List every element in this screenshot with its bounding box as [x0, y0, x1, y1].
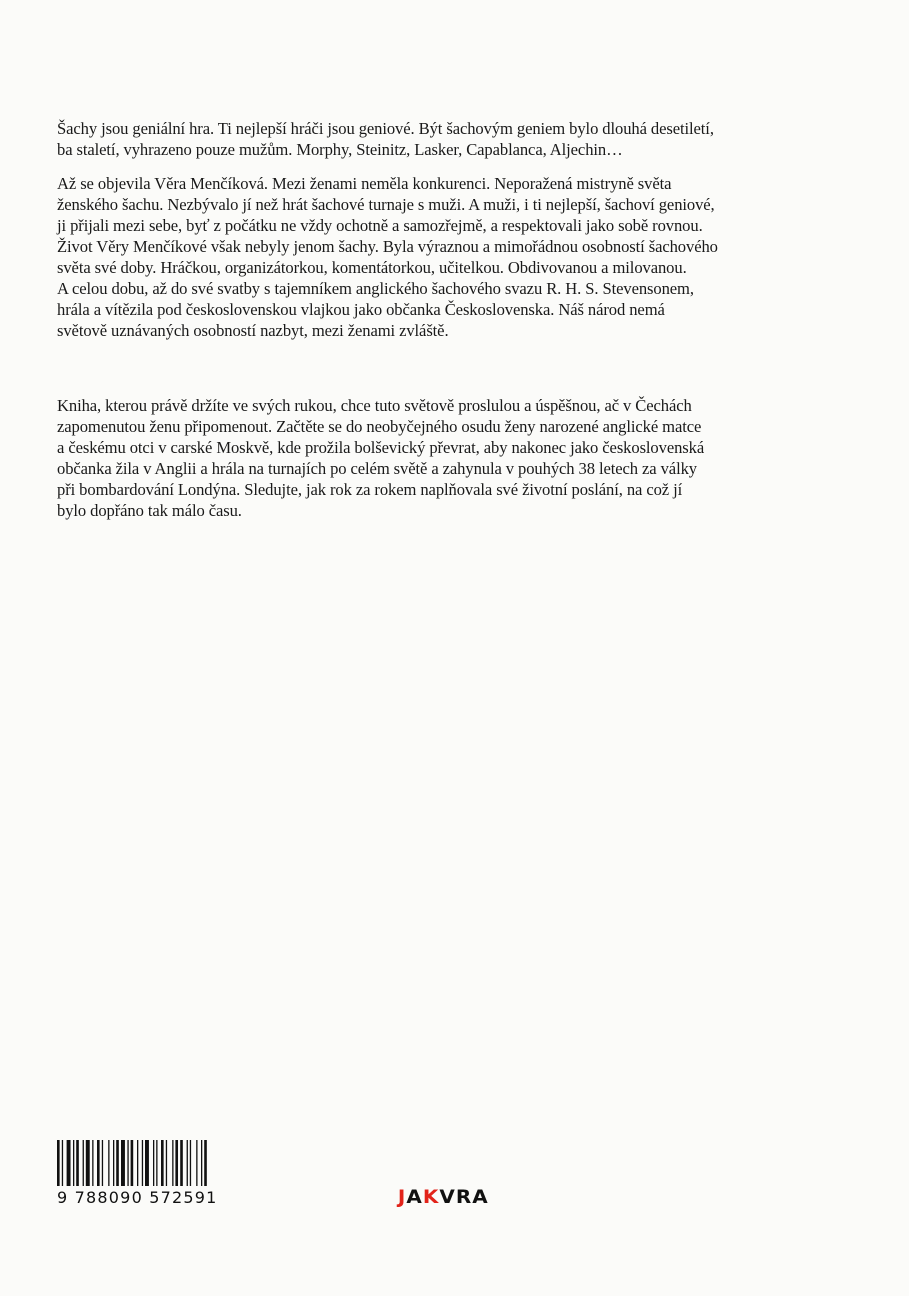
barcode: [57, 1140, 209, 1186]
barcode-bar: [97, 1140, 100, 1186]
text-line: ji přijali mezi sebe, byť z počátku ne vždy ochotně a samozřejmě, a respektovali jako sobě rovnou.: [57, 216, 703, 235]
barcode-bar: [137, 1140, 138, 1186]
text-line: světově uznávaných osobností nazbyt, mezi ženami zvláště.: [57, 321, 449, 340]
barcode-bar: [131, 1140, 134, 1186]
barcode-bar: [180, 1140, 183, 1186]
barcode-bar: [175, 1140, 178, 1186]
barcode-bar: [92, 1140, 93, 1186]
text-line: bylo dopřáno tak málo času.: [57, 501, 242, 520]
barcode-bar: [196, 1140, 197, 1186]
paragraph-book-pitch: [57, 395, 704, 521]
barcode-bar: [190, 1140, 191, 1186]
text-line: občanka žila v Anglii a hrála na turnajích po celém světě a zahynula v pouhých 38 letech za války: [57, 459, 697, 478]
text-line: Život Věry Menčíkové však nebyly jenom šachy. Byla výraznou a mimořádnou osobností šachového: [57, 237, 718, 256]
barcode-bar: [62, 1140, 63, 1186]
barcode-bar: [161, 1140, 164, 1186]
text-line: Až se objevila Věra Menčíková. Mezi ženami neměla konkurenci. Neporažená mistryně světa: [57, 174, 672, 193]
barcode-bar: [145, 1140, 149, 1186]
barcode-bar: [187, 1140, 188, 1186]
text-line: hrála a vítězila pod československou vlajkou jako občanka Československa. Náš národ nemá: [57, 300, 665, 319]
text-line: světa své doby. Hráčkou, organizátorkou, komentátorkou, učitelkou. Obdivovanou a milovanou.: [57, 258, 687, 277]
text-line: ba staletí, vyhrazeno pouze mužům. Morphy, Steinitz, Lasker, Capablanca, Aljechin…: [57, 140, 623, 159]
barcode-bar: [108, 1140, 109, 1186]
paragraph-intro: [57, 118, 714, 160]
barcode-bar: [83, 1140, 84, 1186]
barcode-bar: [113, 1140, 114, 1186]
text-line: a českému otci v carské Moskvě, kde prožila bolševický převrat, aby nakonec jako československá: [57, 438, 705, 457]
text-line: Šachy jsou geniální hra. Ti nejlepší hráči jsou geniové. Být šachovým geniem bylo dlouhá desetiletí,: [57, 119, 714, 138]
barcode-bar: [166, 1140, 167, 1186]
logo-part: K: [422, 1186, 440, 1208]
barcode-bar: [57, 1140, 60, 1186]
barcode-bar: [86, 1140, 90, 1186]
logo-part: A: [406, 1186, 423, 1208]
barcode-bar: [102, 1140, 103, 1186]
text-line: A celou dobu, až do své svatby s tajemníkem anglického šachového svazu R. H. S. Stevensonem,: [57, 279, 694, 298]
barcode-bar: [76, 1140, 79, 1186]
barcode-bar: [127, 1140, 128, 1186]
barcode-bar: [67, 1140, 71, 1186]
isbn-number: 9 788090 572591: [57, 1188, 218, 1207]
logo-part: VRA: [439, 1186, 489, 1208]
barcode-bar: [116, 1140, 119, 1186]
text-line: zapomenutou ženu připomenout. Začtěte se do neobyčejného osudu ženy narozené anglické matce: [57, 417, 702, 436]
barcode-bar: [153, 1140, 154, 1186]
text-line: ženského šachu. Nezbývalo jí než hrát šachové turnaje s muži. A muži, i ti nejlepší, šachoví geniové,: [57, 195, 715, 214]
barcode-bar: [142, 1140, 143, 1186]
logo-part: J: [397, 1186, 407, 1208]
barcode-bar: [121, 1140, 125, 1186]
barcode-bar: [73, 1140, 74, 1186]
barcode-bar: [172, 1140, 173, 1186]
text-line: Kniha, kterou právě držíte ve svých rukou, chce tuto světově proslulou a úspěšnou, ač v Čechách: [57, 396, 692, 415]
barcode-bar: [201, 1140, 202, 1186]
paragraph-biography: [57, 173, 718, 341]
barcode-bar: [204, 1140, 207, 1186]
barcode-bar: [156, 1140, 157, 1186]
publisher-logo: [398, 1186, 489, 1208]
text-line: při bombardování Londýna. Sledujte, jak rok za rokem naplňovala své životní poslání, na což jí: [57, 480, 683, 499]
